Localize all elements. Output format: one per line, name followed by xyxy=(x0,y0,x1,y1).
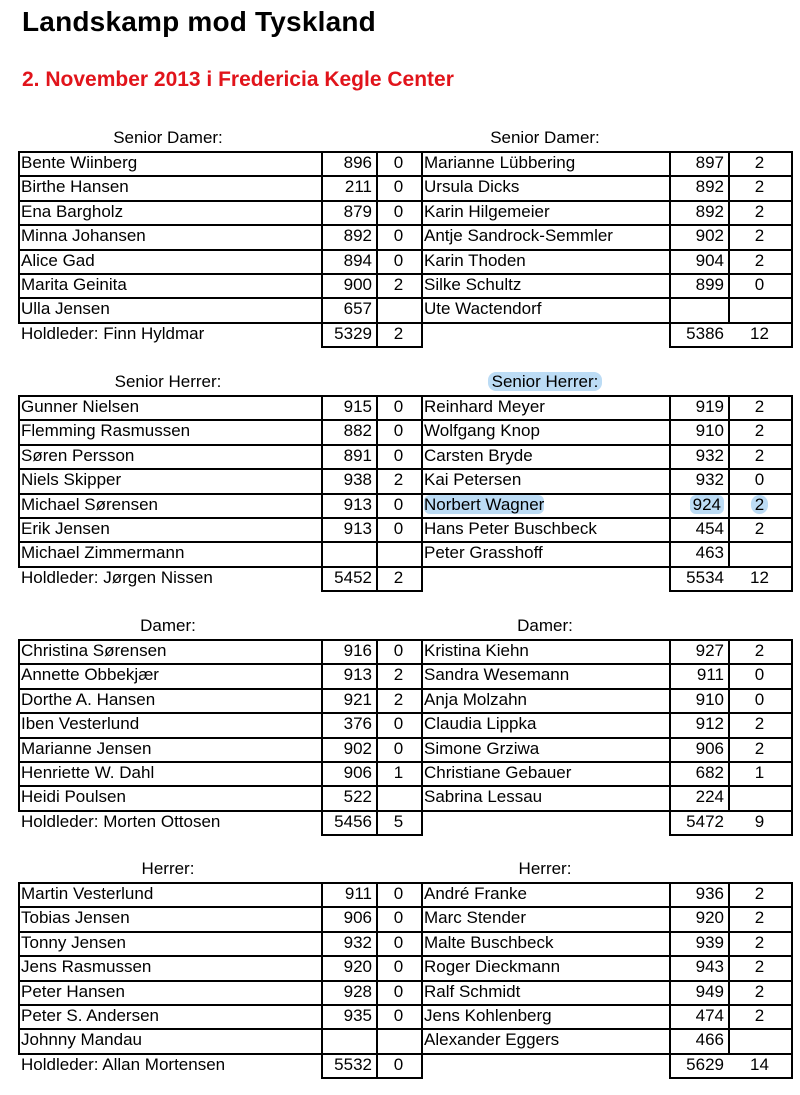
table-gridline xyxy=(421,882,423,1079)
player-name: Jens Kohlenberg xyxy=(424,1006,552,1025)
player-score-text: 924 xyxy=(690,495,724,514)
player-row xyxy=(0,980,800,1004)
player-name: André Franke xyxy=(424,884,527,903)
player-name: Marianne Jensen xyxy=(21,738,152,758)
player-row xyxy=(0,639,800,663)
player-points: 0 xyxy=(393,421,404,441)
player-name: Gunner Nielsen xyxy=(21,397,140,416)
table-gridline xyxy=(421,980,793,982)
table-gridline xyxy=(728,151,730,324)
team-total-points: 2 xyxy=(393,567,404,587)
player-name: Niels Skipper xyxy=(21,470,122,490)
player-points: 2 xyxy=(754,932,765,952)
player-name: Tonny Jensen xyxy=(21,932,126,952)
table-gridline xyxy=(421,297,793,299)
table-gridline xyxy=(669,639,671,836)
player-row xyxy=(0,906,800,930)
table-gridline xyxy=(421,493,793,495)
player-row xyxy=(0,200,800,224)
player-name: Wolfgang Knop xyxy=(424,421,540,441)
team-leader: Holdleder: Jørgen Nissen xyxy=(21,567,213,587)
player-score: 474 xyxy=(695,1006,724,1025)
player-points: 2 xyxy=(754,250,765,270)
player-score: 936 xyxy=(695,884,724,903)
team-total-score: 5532 xyxy=(334,1054,372,1074)
player-points: 2 xyxy=(754,1006,765,1025)
player-score: 892 xyxy=(695,201,724,221)
player-score: 657 xyxy=(343,299,372,319)
player-name: Marita Geinita xyxy=(21,275,127,294)
player-score: 910 xyxy=(695,421,724,441)
player-score: 913 xyxy=(343,519,372,538)
table-gridline xyxy=(728,639,730,812)
table-gridline xyxy=(421,200,793,202)
team-total-row xyxy=(0,322,800,346)
player-points xyxy=(728,297,791,321)
player-row xyxy=(0,297,800,321)
team-total-score: 5472 xyxy=(686,811,724,831)
team-heading-label: Senior Damer: xyxy=(113,128,223,147)
team-heading-label: Herrer: xyxy=(518,859,572,878)
player-score: 882 xyxy=(343,421,372,441)
table-gridline xyxy=(421,395,423,592)
table-gridline xyxy=(421,249,793,251)
table-gridline xyxy=(421,151,793,153)
team-table xyxy=(0,639,800,836)
player-score: 906 xyxy=(695,738,724,758)
table-gridline xyxy=(421,395,793,397)
table-gridline xyxy=(421,955,793,957)
player-name: Annette Obbekjær xyxy=(21,665,159,685)
table-gridline xyxy=(791,151,793,348)
player-points: 2 xyxy=(754,714,765,734)
player-name: Simone Grziwa xyxy=(424,738,540,758)
player-score: 463 xyxy=(695,543,724,563)
player-score: 892 xyxy=(343,226,372,246)
table-gridline xyxy=(669,1077,793,1079)
player-points: 0 xyxy=(393,641,404,660)
player-points: 0 xyxy=(393,981,404,1001)
player-score: 376 xyxy=(343,714,372,734)
player-name: Ute Wactendorf xyxy=(424,299,542,319)
team-table xyxy=(0,882,800,1079)
player-row xyxy=(0,712,800,736)
player-name: Peter S. Andersen xyxy=(21,1006,159,1025)
table-gridline xyxy=(421,663,793,665)
team-total-score: 5456 xyxy=(334,811,372,831)
team-total-points: 12 xyxy=(750,323,769,343)
player-row xyxy=(0,175,800,199)
team-leader xyxy=(421,1053,669,1077)
player-name: Dorthe A. Hansen xyxy=(21,689,156,709)
player-name: Johnny Mandau xyxy=(21,1030,142,1050)
team-leader xyxy=(421,322,669,346)
player-points xyxy=(728,493,791,517)
player-score: 915 xyxy=(343,397,372,416)
team-heading-label: Damer: xyxy=(140,616,196,635)
player-points: 0 xyxy=(393,250,404,270)
player-name: Bente Wiinberg xyxy=(21,153,138,172)
table-gridline xyxy=(791,639,793,836)
player-row xyxy=(0,1004,800,1028)
player-row xyxy=(0,249,800,273)
table-gridline xyxy=(421,931,793,933)
player-row xyxy=(0,444,800,468)
player-row xyxy=(0,931,800,955)
player-name-text: Norbert Wagner xyxy=(424,494,545,514)
page-title: Landskamp mod Tyskland xyxy=(22,6,376,37)
team-total-points: 9 xyxy=(754,811,765,831)
player-score: 920 xyxy=(343,957,372,977)
player-points xyxy=(728,785,791,809)
player-points: 0 xyxy=(393,714,404,734)
player-name xyxy=(421,493,669,517)
player-score: 682 xyxy=(695,763,724,782)
table-gridline xyxy=(421,882,793,884)
player-points: 2 xyxy=(754,177,765,197)
player-name: Marc Stender xyxy=(424,908,527,928)
player-score: 891 xyxy=(343,445,372,465)
player-score: 899 xyxy=(695,275,724,294)
player-name: Christina Sørensen xyxy=(21,641,167,660)
team-total-score: 5386 xyxy=(686,323,724,343)
team-heading xyxy=(0,616,358,636)
table-gridline xyxy=(669,590,793,592)
player-points: 2 xyxy=(754,226,765,246)
table-gridline xyxy=(728,882,730,1055)
table-gridline xyxy=(791,882,793,1079)
player-points: 2 xyxy=(754,153,765,172)
player-name: Søren Persson xyxy=(21,445,135,465)
player-name: Jens Rasmussen xyxy=(21,957,152,977)
player-points: 0 xyxy=(393,445,404,465)
table-gridline xyxy=(421,541,793,543)
player-score xyxy=(669,297,728,321)
table-gridline xyxy=(421,322,793,324)
player-name: Silke Schultz xyxy=(424,275,522,294)
player-points: 0 xyxy=(393,738,404,758)
team-heading xyxy=(355,859,735,879)
player-name: Peter Hansen xyxy=(21,981,125,1001)
player-points: 0 xyxy=(393,153,404,172)
table-gridline xyxy=(791,395,793,592)
player-points: 0 xyxy=(393,932,404,952)
table-gridline xyxy=(421,810,793,812)
player-name: Birthe Hansen xyxy=(21,177,129,197)
player-score: 910 xyxy=(695,689,724,709)
team-total-points: 5 xyxy=(393,811,404,831)
team-heading-label: Damer: xyxy=(517,616,573,635)
table-gridline xyxy=(421,175,793,177)
player-row xyxy=(0,688,800,712)
player-score: 949 xyxy=(695,981,724,1001)
player-points: 2 xyxy=(754,884,765,903)
player-score: 224 xyxy=(695,787,724,807)
table-gridline xyxy=(421,151,423,348)
player-row xyxy=(0,761,800,785)
player-row xyxy=(0,541,800,565)
player-score: 522 xyxy=(343,787,372,807)
player-score: 932 xyxy=(343,932,372,952)
player-score: 896 xyxy=(343,153,372,172)
player-score: 913 xyxy=(343,494,372,514)
team-total-row xyxy=(0,566,800,590)
table-gridline xyxy=(421,1028,793,1030)
player-name: Erik Jensen xyxy=(21,519,110,538)
player-name: Sabrina Lessau xyxy=(424,787,543,807)
player-points: 0 xyxy=(754,665,765,685)
player-row xyxy=(0,151,800,175)
player-points: 2 xyxy=(754,641,765,660)
player-score: 921 xyxy=(343,689,372,709)
team-total-row xyxy=(0,1053,800,1077)
player-name: Flemming Rasmussen xyxy=(21,421,191,441)
player-name: Alexander Eggers xyxy=(424,1030,560,1050)
player-score: 928 xyxy=(343,981,372,1001)
player-score: 879 xyxy=(343,201,372,221)
team-total-score: 5329 xyxy=(334,323,372,343)
player-name: Karin Thoden xyxy=(424,250,526,270)
player-row xyxy=(0,224,800,248)
player-name: Ursula Dicks xyxy=(424,177,520,197)
player-points: 2 xyxy=(754,981,765,1001)
player-score: 911 xyxy=(696,665,724,685)
player-row xyxy=(0,395,800,419)
player-name: Michael Sørensen xyxy=(21,494,159,514)
player-points: 2 xyxy=(754,445,765,465)
player-row xyxy=(0,273,800,297)
table-gridline xyxy=(421,639,793,641)
player-row xyxy=(0,468,800,492)
player-points: 0 xyxy=(393,519,404,538)
team-heading-label: Herrer: xyxy=(141,859,195,878)
player-score: 900 xyxy=(343,275,372,294)
team-leader xyxy=(421,566,669,590)
player-name: Henriette W. Dahl xyxy=(21,763,155,782)
team-leader: Holdleder: Morten Ottosen xyxy=(21,811,221,831)
player-name: Malte Buschbeck xyxy=(424,932,554,952)
team-heading-label: Senior Herrer: xyxy=(114,372,222,391)
player-points xyxy=(728,541,791,565)
player-score: 894 xyxy=(343,250,372,270)
table-gridline xyxy=(669,834,793,836)
table-gridline xyxy=(421,785,793,787)
player-points: 2 xyxy=(754,738,765,758)
player-points: 0 xyxy=(754,470,765,490)
player-row xyxy=(0,517,800,541)
player-score: 916 xyxy=(343,641,372,660)
player-name: Ena Bargholz xyxy=(21,201,124,221)
player-points: 0 xyxy=(393,957,404,977)
team-heading xyxy=(0,859,358,879)
player-points: 0 xyxy=(393,397,404,416)
player-points: 2 xyxy=(754,957,765,977)
player-row xyxy=(0,663,800,687)
player-score: 892 xyxy=(695,177,724,197)
player-row xyxy=(0,737,800,761)
team-heading-label: Senior Damer: xyxy=(490,128,600,147)
player-points xyxy=(728,1028,791,1052)
player-score: 897 xyxy=(695,153,724,172)
player-name: Christiane Gebauer xyxy=(424,763,572,782)
team-total-points: 12 xyxy=(750,567,769,587)
team-heading xyxy=(355,372,735,392)
player-name: Sandra Wesemann xyxy=(424,665,570,685)
player-points: 2 xyxy=(393,665,404,685)
table-gridline xyxy=(421,737,793,739)
player-points: 2 xyxy=(393,470,404,490)
player-name: Kai Petersen xyxy=(424,470,522,490)
table-gridline xyxy=(421,566,793,568)
player-name: Carsten Bryde xyxy=(424,445,533,465)
player-points: 0 xyxy=(393,201,404,221)
player-row xyxy=(0,785,800,809)
table-gridline xyxy=(669,346,793,348)
player-score: 906 xyxy=(343,763,372,782)
table-gridline xyxy=(421,688,793,690)
player-points: 2 xyxy=(754,519,765,538)
player-name: Anja Molzahn xyxy=(424,689,528,709)
player-score: 913 xyxy=(343,665,372,685)
player-name: Reinhard Meyer xyxy=(424,397,545,416)
player-points: 2 xyxy=(393,275,404,294)
team-total-score: 5629 xyxy=(686,1054,724,1074)
player-score: 906 xyxy=(343,908,372,928)
player-name: Ralf Schmidt xyxy=(424,981,521,1001)
player-name: Peter Grasshoff xyxy=(424,543,543,563)
table-gridline xyxy=(421,419,793,421)
team-heading xyxy=(0,128,358,148)
player-score: 912 xyxy=(695,714,724,734)
table-gridline xyxy=(421,1053,793,1055)
table-gridline xyxy=(669,395,671,592)
player-name: Kristina Kiehn xyxy=(424,641,529,660)
player-score: 935 xyxy=(343,1006,372,1025)
player-score: 932 xyxy=(695,445,724,465)
player-score: 927 xyxy=(695,641,724,660)
table-gridline xyxy=(669,151,671,348)
player-score: 932 xyxy=(695,470,724,490)
table-gridline xyxy=(421,1004,793,1006)
player-points: 1 xyxy=(754,763,765,782)
team-total-points: 14 xyxy=(750,1054,769,1074)
player-name: Ulla Jensen xyxy=(21,299,110,319)
player-points: 0 xyxy=(393,1006,404,1025)
player-name: Alice Gad xyxy=(21,250,95,270)
player-score: 943 xyxy=(695,957,724,977)
player-score: 920 xyxy=(695,908,724,928)
player-score: 902 xyxy=(695,226,724,246)
table-gridline xyxy=(421,712,793,714)
team-leader: Holdleder: Allan Mortensen xyxy=(21,1054,226,1074)
team-total-row xyxy=(0,810,800,834)
table-gridline xyxy=(421,444,793,446)
player-points: 0 xyxy=(393,884,404,903)
team-total-points: 0 xyxy=(393,1054,404,1074)
player-score: 211 xyxy=(344,177,372,197)
table-gridline xyxy=(669,882,671,1079)
player-points: 0 xyxy=(393,226,404,246)
team-heading xyxy=(355,128,735,148)
player-score: 466 xyxy=(695,1030,724,1050)
player-name: Roger Dieckmann xyxy=(424,957,561,977)
player-name: Martin Vesterlund xyxy=(21,884,154,903)
player-row xyxy=(0,419,800,443)
player-name: Karin Hilgemeier xyxy=(424,201,550,221)
player-points: 2 xyxy=(393,689,404,709)
player-name: Heidi Poulsen xyxy=(21,787,126,807)
team-total-points: 2 xyxy=(393,323,404,343)
team-total-score: 5452 xyxy=(334,567,372,587)
team-table xyxy=(0,151,800,348)
player-name: Tobias Jensen xyxy=(21,908,130,928)
player-points: 2 xyxy=(754,421,765,441)
table-gridline xyxy=(421,906,793,908)
player-name: Antje Sandrock-Semmler xyxy=(424,226,613,246)
player-name: Minna Johansen xyxy=(21,226,146,246)
player-points: 0 xyxy=(754,275,765,294)
player-points: 2 xyxy=(754,908,765,928)
team-heading xyxy=(0,372,358,392)
player-name: Michael Zimmermann xyxy=(21,543,185,563)
player-score: 902 xyxy=(343,738,372,758)
player-points-text: 2 xyxy=(751,495,768,514)
table-gridline xyxy=(421,468,793,470)
player-row xyxy=(0,1028,800,1052)
player-points: 0 xyxy=(393,494,404,514)
team-heading xyxy=(355,616,735,636)
team-leader xyxy=(421,810,669,834)
team-table xyxy=(0,395,800,592)
player-points: 2 xyxy=(754,201,765,221)
player-score: 911 xyxy=(344,884,372,903)
player-name: Hans Peter Buschbeck xyxy=(424,519,597,538)
player-score: 904 xyxy=(695,250,724,270)
player-score: 454 xyxy=(695,519,724,538)
player-points: 0 xyxy=(393,908,404,928)
table-gridline xyxy=(421,639,423,836)
player-score: 919 xyxy=(695,397,724,416)
table-gridline xyxy=(421,224,793,226)
player-row xyxy=(0,493,800,517)
player-row xyxy=(0,955,800,979)
team-heading-label: Senior Herrer: xyxy=(488,372,603,391)
team-leader: Holdleder: Finn Hyldmar xyxy=(21,323,205,343)
table-gridline xyxy=(421,517,793,519)
player-points: 2 xyxy=(754,397,765,416)
player-score xyxy=(669,493,728,517)
table-gridline xyxy=(421,273,793,275)
player-points: 0 xyxy=(393,177,404,197)
player-name: Iben Vesterlund xyxy=(21,714,140,734)
table-gridline xyxy=(421,761,793,763)
player-points: 0 xyxy=(754,689,765,709)
table-gridline xyxy=(728,395,730,568)
player-points: 1 xyxy=(393,763,404,782)
player-score: 938 xyxy=(343,470,372,490)
player-row xyxy=(0,882,800,906)
page-subtitle: 2. November 2013 i Fredericia Kegle Center xyxy=(22,68,454,91)
player-name: Marianne Lübbering xyxy=(424,153,576,172)
team-total-score: 5534 xyxy=(686,567,724,587)
player-name: Claudia Lippka xyxy=(424,714,537,734)
player-score: 939 xyxy=(695,932,724,952)
